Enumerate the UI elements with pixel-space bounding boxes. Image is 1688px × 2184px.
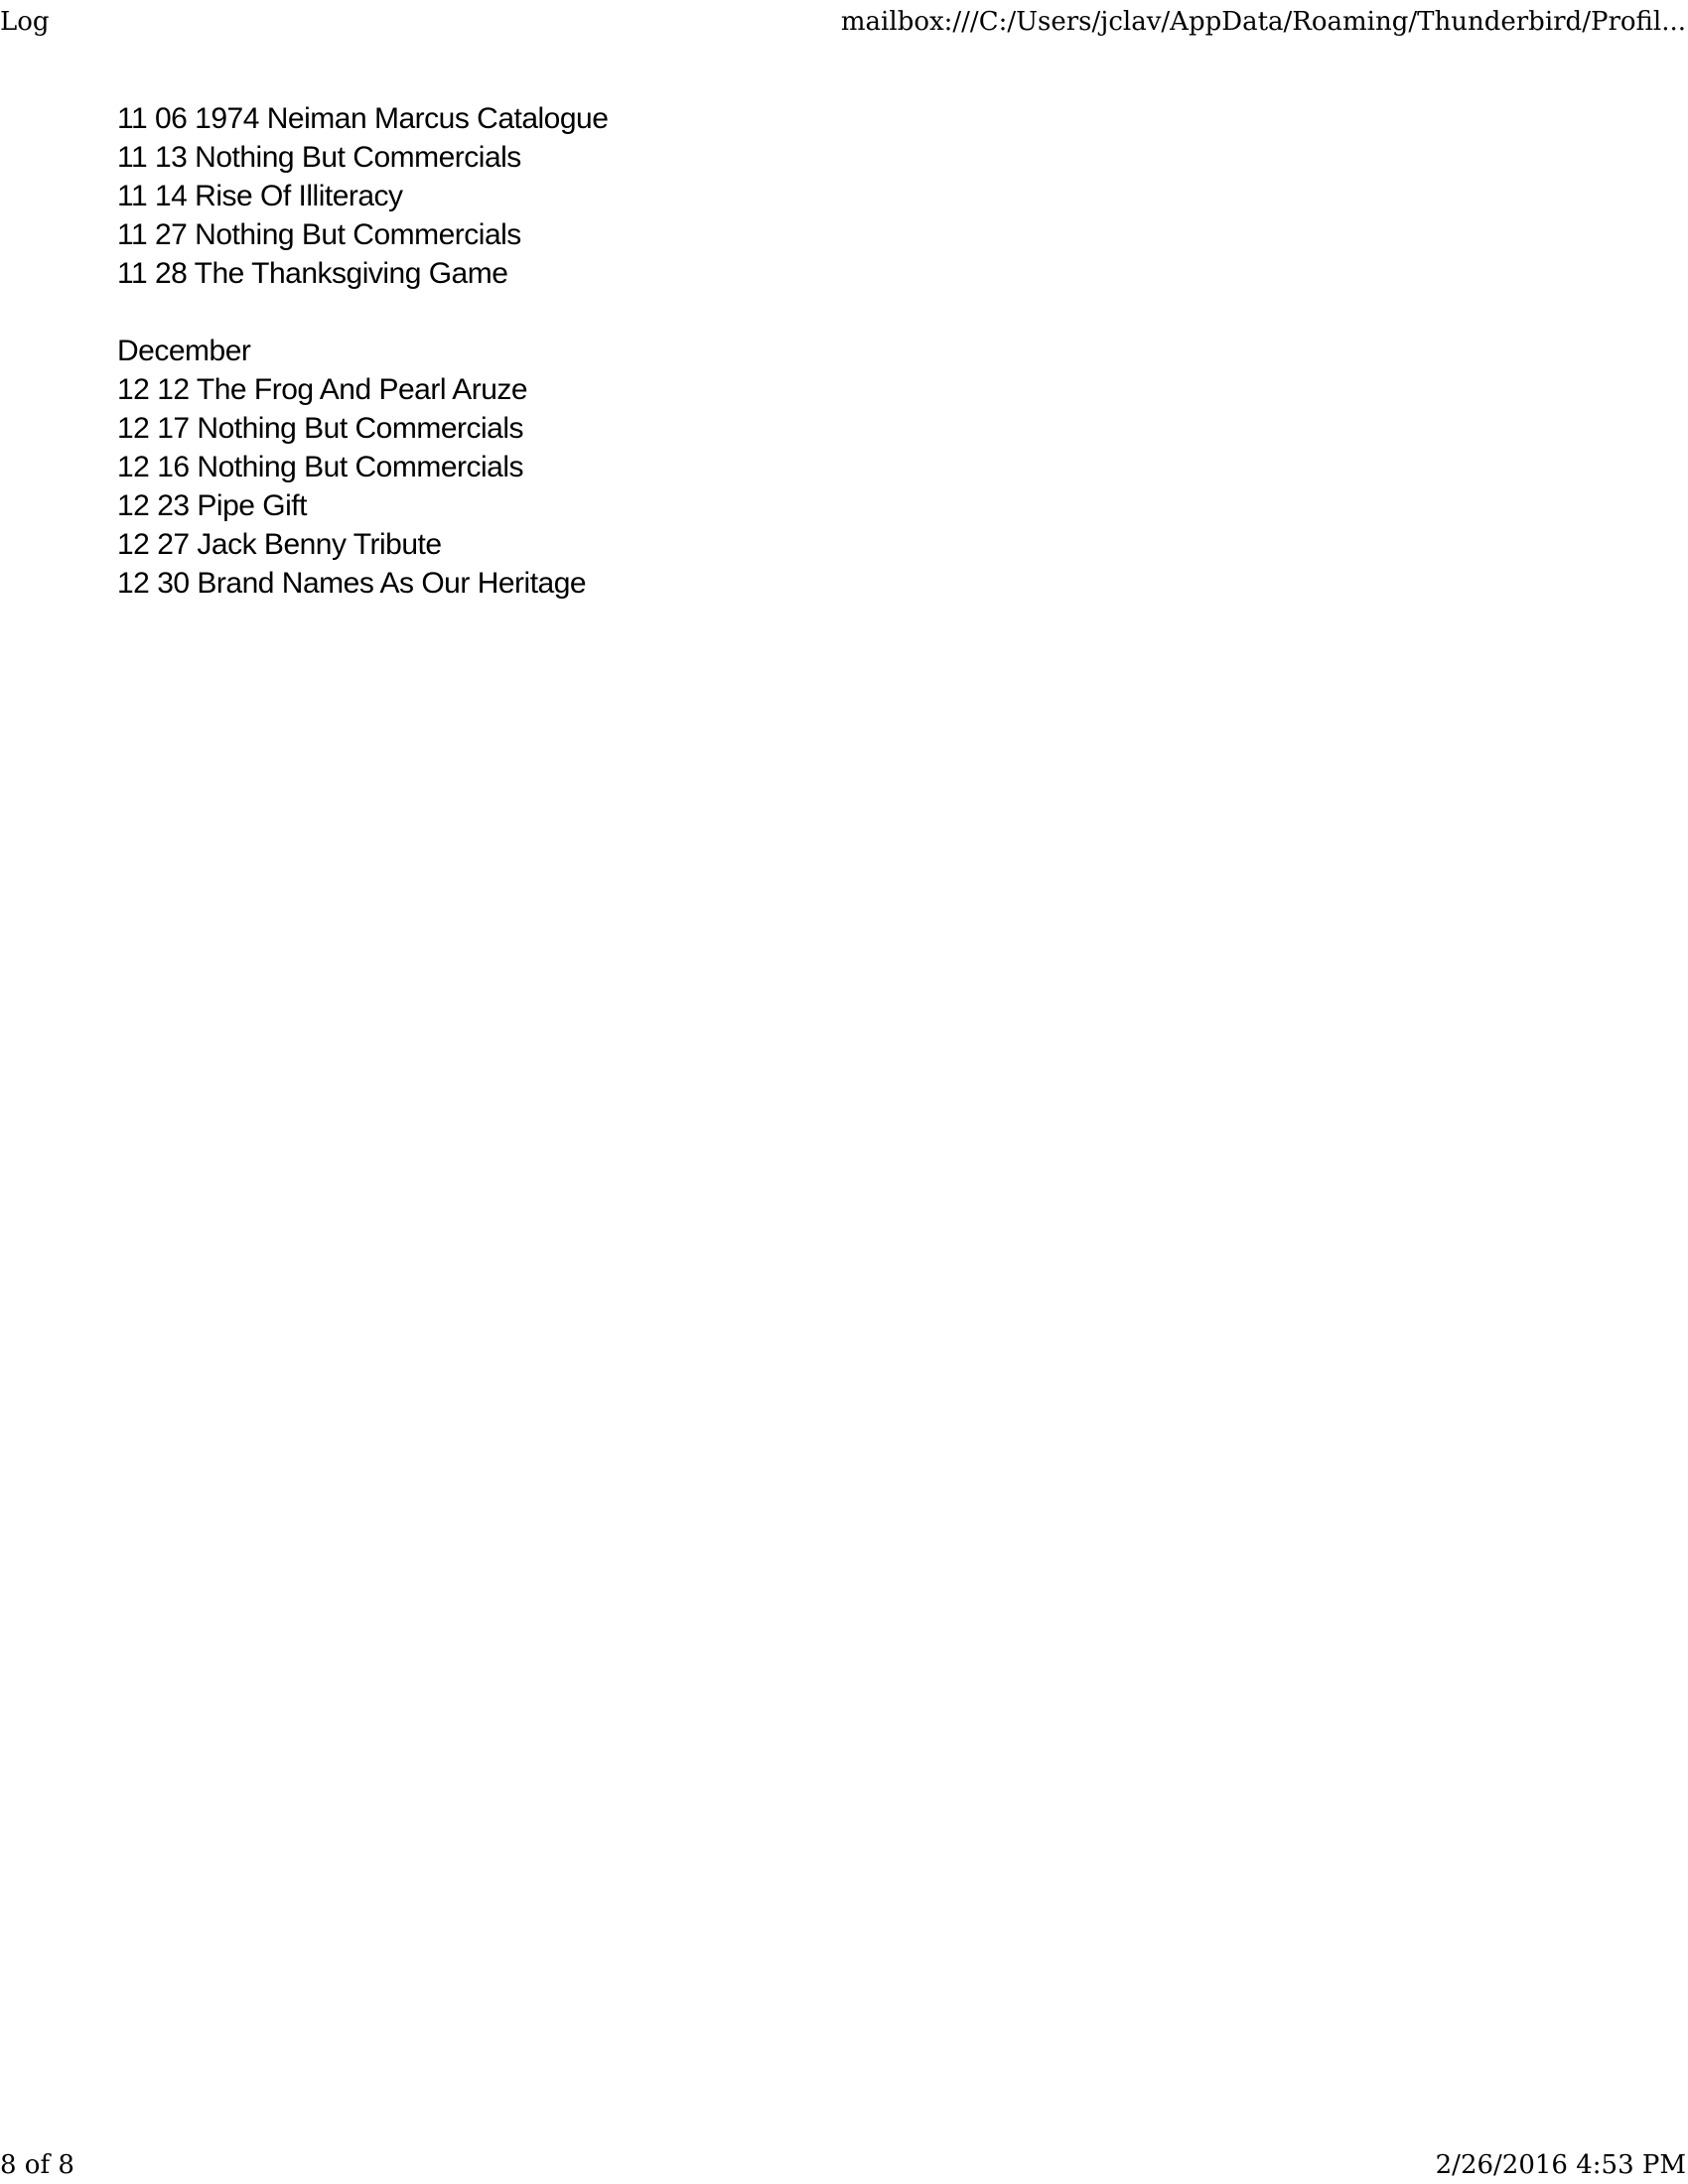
log-entry: 12 16 Nothing But Commercials [117,451,524,483]
log-entry: 12 23 Pipe Gift [117,489,307,522]
log-entry: 11 13 Nothing But Commercials [117,141,521,174]
log-entry: 12 12 The Frog And Pearl Aruze [117,373,528,406]
print-footer-page: 8 of 8 [0,2150,74,2180]
print-footer-datetime: 2/26/2016 4:53 PM [1435,2150,1686,2180]
log-entry: 12 27 Jack Benny Tribute [117,528,442,561]
log-entry: 11 14 Rise Of Illiteracy [117,180,403,212]
log-entry: 11 28 The Thanksgiving Game [117,257,508,290]
log-entry: 12 30 Brand Names As Our Heritage [117,567,587,600]
log-content [117,99,1507,603]
log-entry: 11 06 1974 Neiman Marcus Catalogue [117,102,609,135]
section-gap [117,293,1507,332]
month-heading: December [117,335,251,367]
print-header-url: mailbox:///C:/Users/jclav/AppData/Roaming/Thunderbird/Profil... [840,7,1686,37]
log-entry: 12 17 Nothing But Commercials [117,412,524,445]
log-entry: 11 27 Nothing But Commercials [117,218,521,251]
print-header-title: Log [0,7,50,37]
